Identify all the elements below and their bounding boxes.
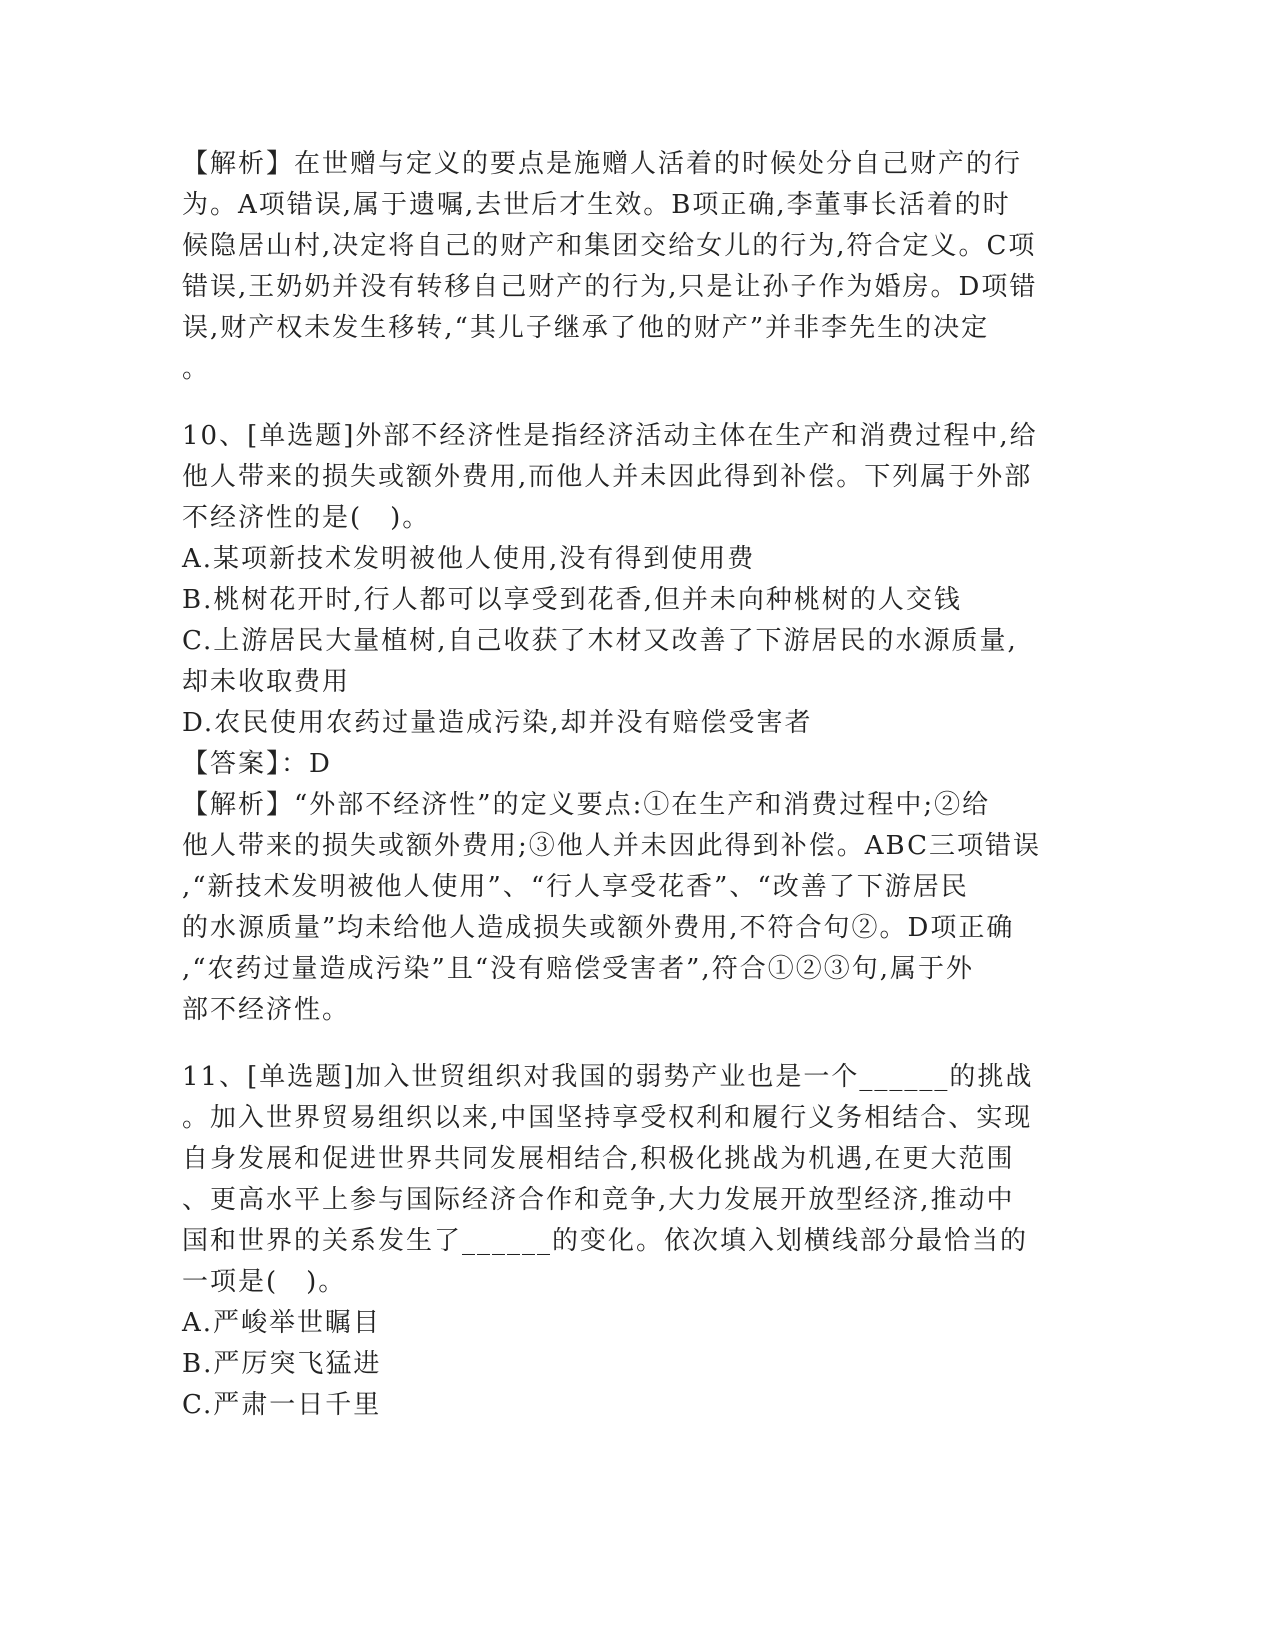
text-line: 为。A项错误,属于遗嘱,去世后才生效。B项正确,李董事长活着的时 bbox=[182, 190, 1011, 220]
text-line: 错误,王奶奶并没有转移自己财产的行为,只是让孙子作为婚房。D项错 bbox=[182, 272, 1038, 302]
option-b: B.严厉突飞猛进 bbox=[182, 1349, 382, 1379]
option-d: D.农民使用农药过量造成污染,却并没有赔偿受害者 bbox=[182, 708, 813, 738]
question-stem-line: 、更高水平上参与国际经济合作和竞争,大力发展开放型经济,推动中 bbox=[182, 1185, 1015, 1215]
question-stem-line: 一项是( )。 bbox=[182, 1267, 347, 1297]
question-stem-line: 他人带来的损失或额外费用,而他人并未因此得到补偿。下列属于外部 bbox=[182, 462, 1033, 492]
question-stem-line: 自身发展和促进世界共同发展相结合,积极化挑战为机遇,在更大范围 bbox=[182, 1144, 1015, 1174]
question-stem-line: 不经济性的是( )。 bbox=[182, 503, 431, 533]
text-line: 误,财产权未发生移转,“其儿子继承了他的财产”并非李先生的决定 bbox=[182, 313, 990, 343]
analysis-line: 部不经济性。 bbox=[182, 995, 351, 1025]
option-c: C.上游居民大量植树,自己收获了木材又改善了下游居民的水源质量, bbox=[182, 626, 1018, 656]
option-c-continued: 却未收取费用 bbox=[182, 667, 351, 697]
answer-line: 【答案】：D bbox=[182, 749, 332, 779]
question-stem-line: 11、[单选题]加入世贸组织对我国的弱势产业也是一个______的挑战 bbox=[182, 1062, 1034, 1092]
text-line: 候隐居山村,决定将自己的财产和集团交给女儿的行为,符合定义。C项 bbox=[182, 231, 1037, 261]
document-page bbox=[182, 144, 1042, 1426]
question-stem-line: 国和世界的关系发生了______的变化。依次填入划横线部分最恰当的 bbox=[182, 1226, 1029, 1256]
analysis-line: ,“农药过量造成污染”且“没有赔偿受害者”,符合①②③句,属于外 bbox=[182, 954, 974, 984]
option-a: A.某项新技术发明被他人使用,没有得到使用费 bbox=[182, 544, 756, 574]
analysis-line: 他人带来的损失或额外费用;③他人并未因此得到补偿。ABC三项错误 bbox=[182, 831, 1042, 861]
text-line: 【解析】在世赠与定义的要点是施赠人活着的时候处分自己财产的行 bbox=[182, 149, 1023, 179]
option-c: C.严肃一日千里 bbox=[182, 1390, 382, 1420]
text-line: 。 bbox=[182, 354, 211, 384]
question-stem-line: 10、[单选题]外部不经济性是指经济活动主体在生产和消费过程中,给 bbox=[182, 421, 1038, 451]
spacer bbox=[182, 1031, 1042, 1057]
analysis-line: ,“新技术发明被他人使用”、“行人享受花香”、“改善了下游居民 bbox=[182, 872, 969, 902]
question-stem-line: 。加入世界贸易组织以来,中国坚持享受权利和履行义务相结合、实现 bbox=[182, 1103, 1033, 1133]
option-b: B.桃树花开时,行人都可以享受到花香,但并未向种桃树的人交钱 bbox=[182, 585, 962, 615]
analysis-line: 的水源质量”均未给他人造成损失或额外费用,不符合句②。D项正确 bbox=[182, 913, 1015, 943]
analysis-line: 【解析】“外部不经济性”的定义要点:①在生产和消费过程中;②给 bbox=[182, 790, 991, 820]
option-a: A.严峻举世瞩目 bbox=[182, 1308, 382, 1338]
question-11 bbox=[182, 1057, 1042, 1426]
spacer bbox=[182, 390, 1042, 416]
question-10 bbox=[182, 416, 1042, 1031]
analysis-block-q9 bbox=[182, 144, 1042, 390]
